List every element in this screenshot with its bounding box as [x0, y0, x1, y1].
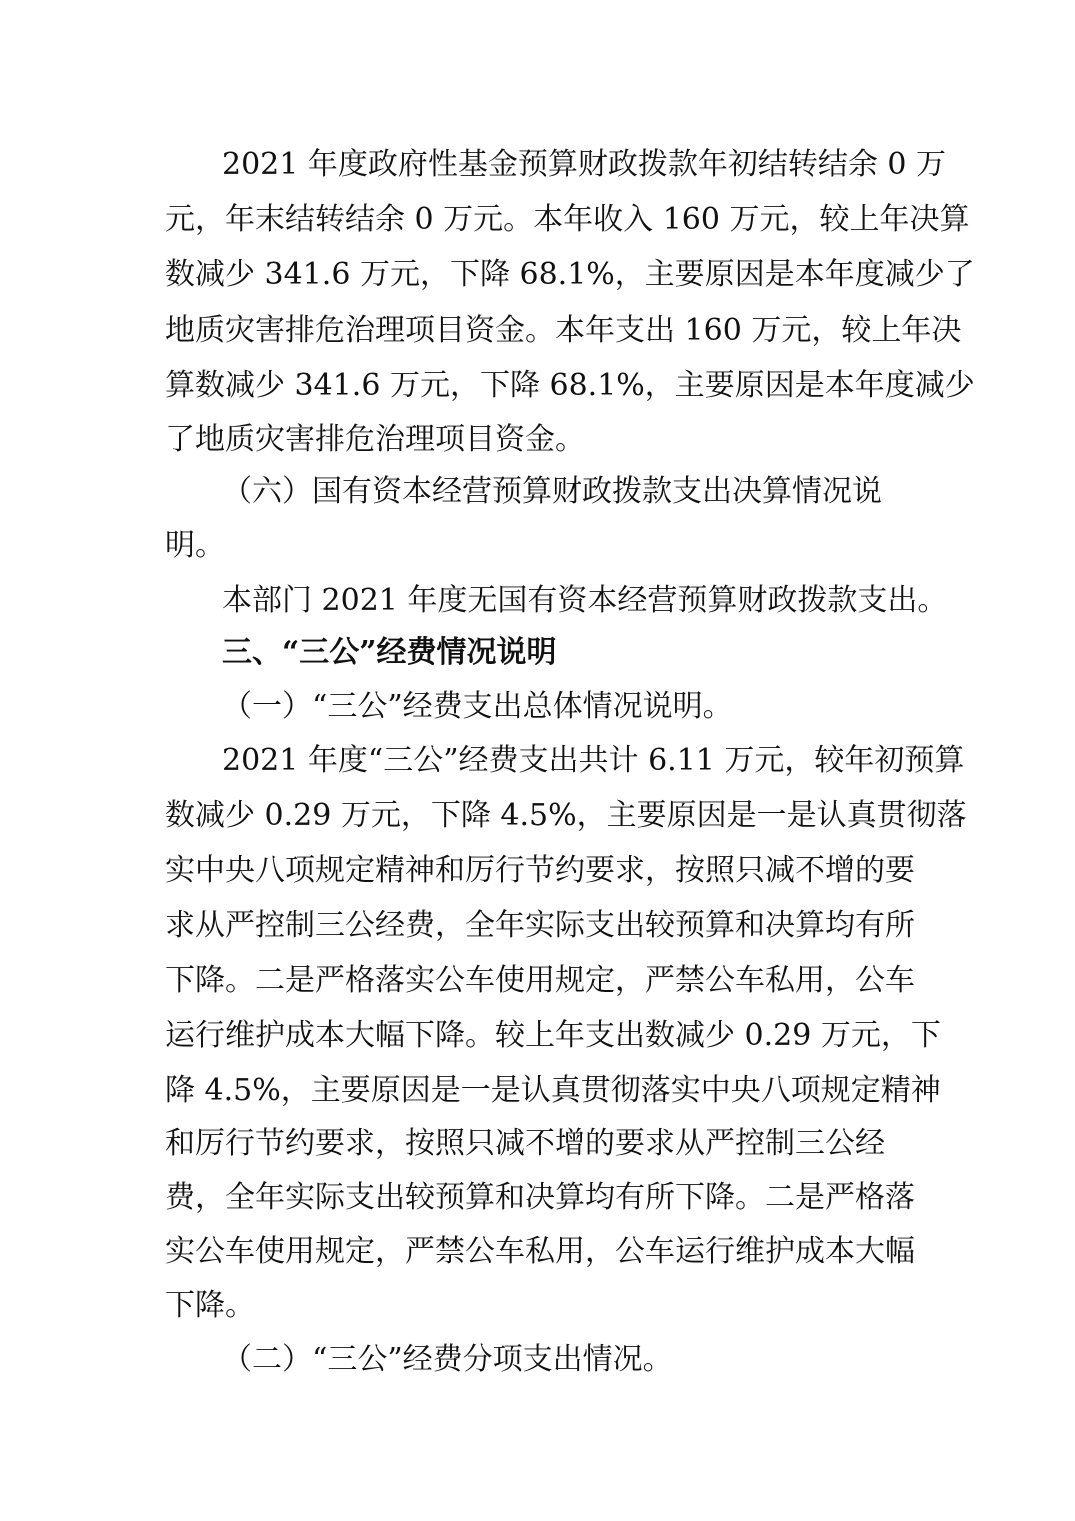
subsection-heading-2: （二）“三公”经费分项支出情况。	[222, 1342, 673, 1377]
section-heading-6-cont: 明。	[165, 528, 225, 563]
body-line: 2021 年度“三公”经费支出共计 6.11 万元，较年初预算	[222, 743, 965, 778]
section-heading-6: （六）国有资本经营预算财政拨款支出决算情况说	[222, 474, 882, 509]
body-line: 求从严控制三公经费，全年实际支出较预算和决算均有所	[165, 908, 915, 943]
body-line: 数减少 341.6 万元，下降 68.1%，主要原因是本年度减少了	[165, 257, 975, 292]
subsection-heading-1: （一）“三公”经费支出总体情况说明。	[222, 689, 733, 724]
body-line: 实公车使用规定，严禁公车私用，公车运行维护成本大幅	[165, 1234, 915, 1269]
body-line: 降 4.5%，主要原因是一是认真贯彻落实中央八项规定精神	[165, 1073, 941, 1108]
body-line: 算数减少 341.6 万元，下降 68.1%，主要原因是本年度减少	[165, 368, 975, 403]
body-line: 了地质灾害排危治理项目资金。	[165, 422, 585, 457]
body-line: 本部门 2021 年度无国有资本经营预算财政拨款支出。	[222, 583, 948, 618]
body-line: 数减少 0.29 万元，下降 4.5%，主要原因是一是认真贯彻落	[165, 798, 967, 833]
body-line: 实中央八项规定精神和厉行节约要求，按照只减不增的要	[165, 853, 915, 888]
body-line: 运行维护成本大幅下降。较上年支出数减少 0.29 万元，下	[165, 1018, 941, 1053]
body-line: 和厉行节约要求，按照只减不增的要求从严控制三公经	[165, 1126, 885, 1161]
body-line: 地质灾害排危治理项目资金。本年支出 160 万元，较上年决	[165, 313, 962, 348]
body-line: 下降。	[165, 1288, 255, 1323]
body-line: 2021 年度政府性基金预算财政拨款年初结转结余 0 万	[222, 147, 947, 182]
body-line: 元，年末结转结余 0 万元。本年收入 160 万元，较上年决算	[165, 202, 970, 237]
section-heading-3: 三、“三公”经费情况说明	[222, 635, 557, 670]
body-line: 下降。二是严格落实公车使用规定，严禁公车私用，公车	[165, 963, 915, 998]
body-line: 费，全年实际支出较预算和决算均有所下降。二是严格落	[165, 1180, 915, 1215]
